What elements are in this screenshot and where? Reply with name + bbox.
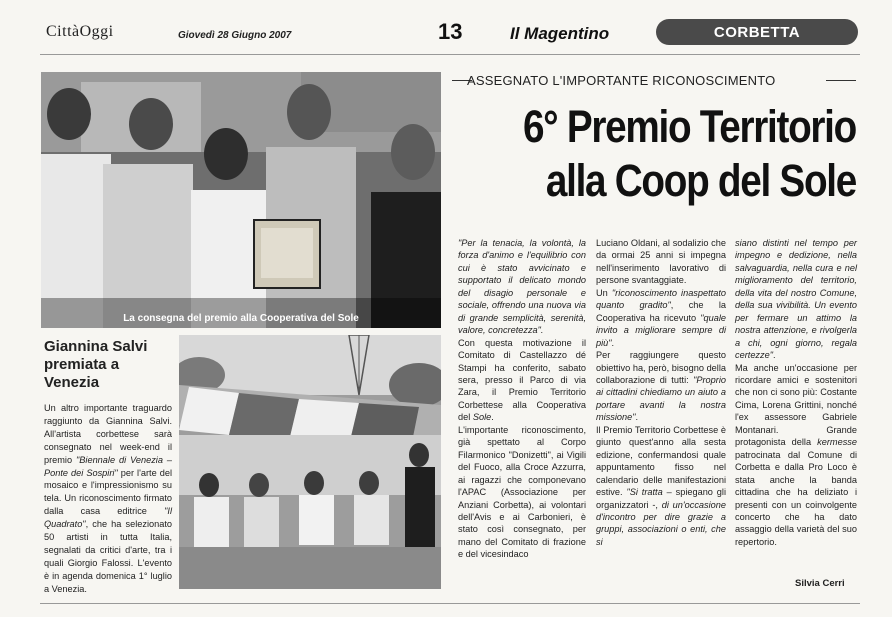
sidebar-headline: Giannina Salvi premiata a Venezia xyxy=(44,338,148,391)
bottom-rule xyxy=(40,603,860,604)
headline-line-1: 6° Premio Territorio xyxy=(522,101,856,152)
band-photo-image xyxy=(179,335,441,589)
page-number: 13 xyxy=(438,19,463,44)
kicker-rule-right xyxy=(826,80,856,81)
article-column-3: siano distinti nel tempo per impegno e dedizione, nella salvaguardia, nella cura e nel miglioramento del territorio, della vita del nostro Comune, della sua vivibilità. Un evento per fermare un attimo la nostra attenzione, e rivolgerla a chi, ogni giorno, regala certezze". Ma anche un'occasione per ricordare amici e sostenitori che non ci sono più: Costante Cima, Lorena Grittini, nonché l'ex assessore Gabriele Montanari. Grande protagonista della kermesse patrocinata dal Comune di Corbetta e dalla Pro Loco è stata anche la banda cittadina che ha deliziato i presenti con un coinvolgente concerto che ha dato assaggio della varietà del suo repertorio. xyxy=(735,238,857,547)
article-column-1: "Per la tenacia, la volontà, la forza d'animo e l'equilibrio con cui è stato avvicinato e supportato il delicato mondo del disagio personale e sociale, offrendo una nuova via di grande semplicità, serenità, valore, concretezza". Con questa motivazione il Comitato di Castellazzo dé Stampi ha conferito, sabato sera, presso il Parco di via Zara, il Premio Territorio Corbettese alla Cooperativa del Sole. L'importante riconoscimento, già spettato al Corpo Filarmonico "Donizetti", ai Vigili del Fuoco, alla Croce Azzurra, ai ragazzi che componevano l'APAC (Associazione per Anziani Corbetta), ai volontari dell'Avis e ai Carbonieri, è stato così consegnato, per mano del Comitato di frazione e del vicesindaco xyxy=(458,238,586,560)
award-photo-caption: La consegna del premio alla Cooperativa del Sole xyxy=(123,313,359,324)
award-photo xyxy=(41,72,441,328)
article-column-2: Luciano Oldani, al sodalizio che da ormai 25 anni si impegna nell'inserimento lavorativo di persone svantaggiate. Un "riconoscimento inaspettato quanto gradito", che la Cooperativa ha ricevuto "quale invito a migliorare sempre di più". Per raggiungere questo obiettivo ha, però, bisogno della collaborazione di tutti: "Proprio ai cittadini chiediamo un aiuto a portare avanti la nostra missione". Il Premio Territorio Corbettese è giunto quest'anno alla sesta edizione, confermandosi quale appuntamento fisso nel calendario delle manifestazioni estive. "Si tratta – spiegano gli organizzatori -, di un'occasione d'incontro per dire grazie a gruppi, associazioni o enti, che si xyxy=(596,238,726,547)
band-photo xyxy=(179,335,441,589)
citta-oggi-logo: CittàOggi xyxy=(46,23,114,40)
sidebar-body: Un altro importante traguardo raggiunto da Giannina Salvi. All'artista corbettese sarà consegnato nel week-end il premio "Biennale di Venezia – Ponte dei Sospiri" per l'arte del mosaico e l'impressionismo su tela. Un riconoscimento firmato dalla casa editrice "Il Quadrato", che ha selezionato 50 artisti in tutta Italia, segnalati da critici d'arte, tra i quali Giorgio Falossi. L'evento è in agenda domenica 1° luglio a Venezia. xyxy=(44,403,172,594)
section-tab: CORBETTA xyxy=(656,19,858,45)
headline-line-2: alla Coop del Sole xyxy=(545,155,856,206)
masthead xyxy=(40,17,860,49)
article-kicker: ASSEGNATO L'IMPORTANTE RICONOSCIMENTO xyxy=(467,73,776,88)
paper-name: Il Magentino xyxy=(510,24,610,43)
award-photo-image xyxy=(41,72,441,328)
top-rule xyxy=(40,54,860,55)
issue-date: Giovedì 28 Giugno 2007 xyxy=(178,30,292,41)
article-byline: Silvia Cerri xyxy=(795,578,845,589)
article-headline xyxy=(509,100,856,208)
